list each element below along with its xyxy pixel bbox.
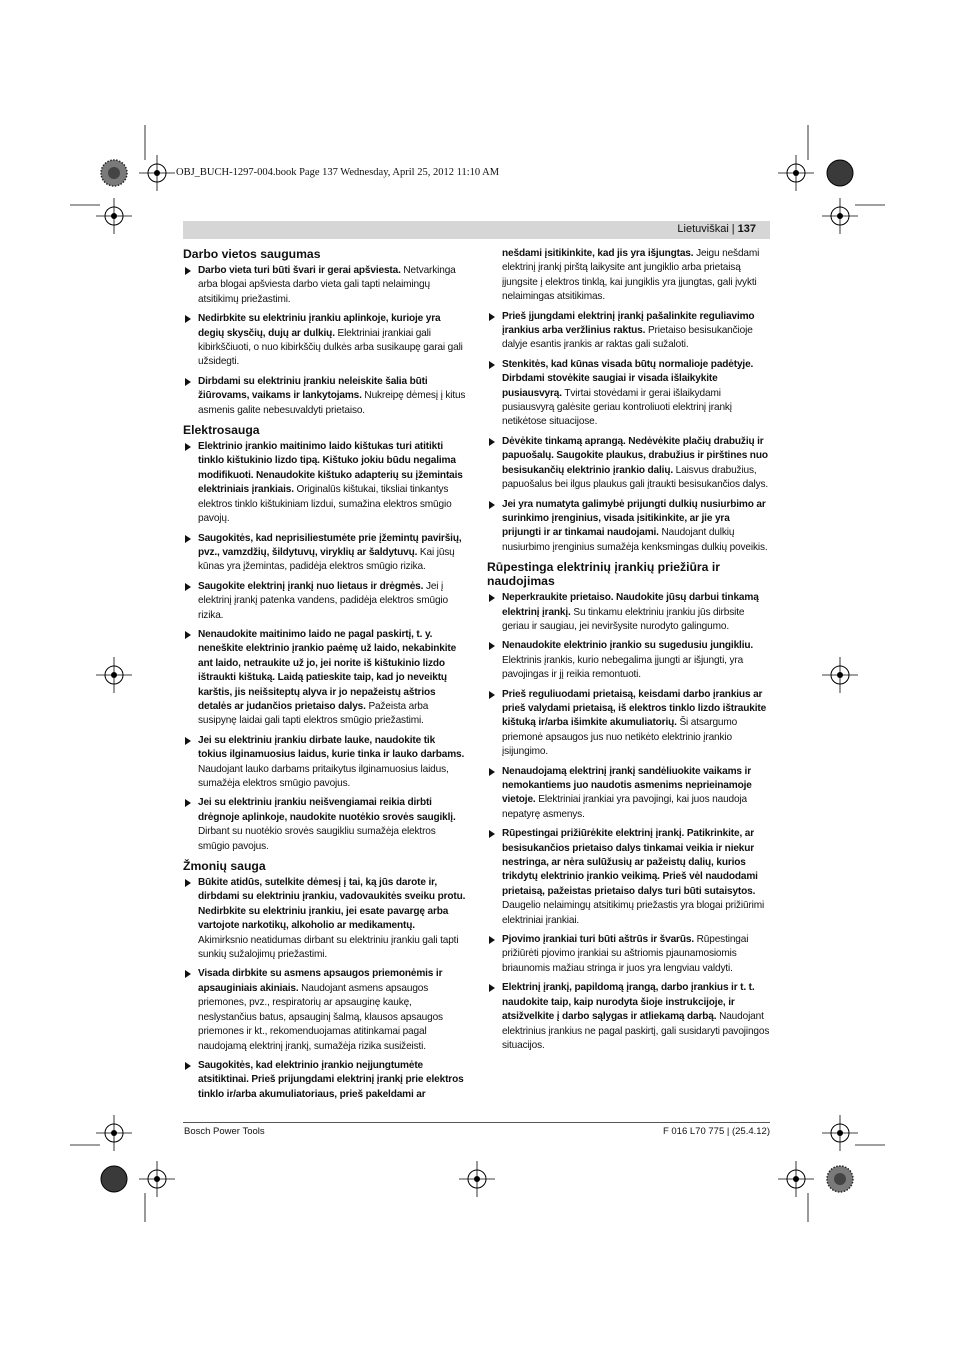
list-item: Rūpestingai prižiūrėkite elektrinį įrankį. Patikrinkite, ar besisukančios prietaiso dalys tinkamai veikia ir niekur nestringa, ar nėra sulūžusių ar pažeistų dalių, kurios trikdytų elektrinio įrankio veikimą. Prieš vėl naudodami prietaisą, pažeistas prietaiso dalys turi būti sutaisytos. Daugelio nelaimingų atsitikimų priežastis yra blogai prižiūrimi elektriniai įrankiai. — [487, 827, 770, 928]
list-item: Nenaudojamą elektrinį įrankį sandėliuokite vaikams ir nemokantiems juo naudotis asmenims neprieinamoje vietoje. Elektriniai įrankiai yra pavojingi, kai juos naudoja nepatyrę asmenys. — [487, 765, 770, 823]
crop-mark — [778, 1161, 814, 1197]
list-item: Saugokitės, kad elektrinio įrankio neįjungtumėte atsitiktinai. Prieš prijungdami elektrinį įrankį prie elektros tinklo ir/arba akumuliatoriaus, prieš pakeldami ar — [183, 1059, 466, 1102]
bullet-arrow-icon — [489, 594, 495, 602]
list-item-continuation: nešdami įsitikinkite, kad jis yra išjungtas. Jeigu nešdami elektrinį įrankį pirštą laikysite ant jungiklio arba prietaisą įjungsite į elektros tinklą, kai jungiklis yra įjungtas, gali įvykti nelaimingas atsitikimas. — [502, 248, 760, 303]
crop-mark — [139, 1161, 175, 1197]
bullet-arrow-icon — [489, 501, 495, 509]
bullet-arrow-icon — [489, 438, 495, 446]
bullet-arrow-icon — [185, 799, 191, 807]
footer-divider — [183, 1122, 770, 1123]
section-heading: Darbo vietos saugumas — [183, 247, 321, 261]
crop-mark — [822, 198, 858, 234]
bullet-arrow-icon — [489, 313, 495, 321]
color-bar-mark — [827, 1166, 853, 1192]
print-info-line: OBJ_BUCH-1297-004.book Page 137 Wednesday, April 25, 2012 11:10 AM — [176, 167, 500, 178]
header-language: Lietuviškai — [677, 223, 729, 235]
crop-mark — [96, 1115, 132, 1151]
bullet-arrow-icon — [185, 443, 191, 451]
header-separator: | — [731, 223, 735, 235]
bullet-arrow-icon — [185, 970, 191, 978]
color-bar-mark — [101, 160, 127, 186]
crop-mark — [778, 155, 814, 191]
bullet-arrow-icon — [185, 267, 191, 275]
bullet-arrow-icon — [489, 984, 495, 992]
bullet-arrow-icon — [185, 737, 191, 745]
list-item: Prieš įjungdami elektrinį įrankį pašalinkite reguliavimo įrankius arba veržlinius raktus. Prietaiso besisukančioje dalyje esantis įrankis ar raktas gali sužaloti. — [487, 310, 770, 353]
footer-doc-code: F 016 L70 775 | (25.4.12) — [662, 1126, 770, 1137]
list-item: Dėvėkite tinkamą aprangą. Nedėvėkite plačių drabužių ir papuošalų. Saugokite plaukus, drabužius ir pirštines nuo besisukančių elektrinio įrankio dalių. Laisvus drabužius, papuošalus bei ilgus plaukus gali įtraukti besisukančios dalys. — [487, 435, 770, 493]
list-item: Nedirbkite su elektriniu įrankiu aplinkoje, kurioje yra degių skysčių, dujų ar dulkių. Elektriniai įrankiai gali kibirkščiuoti, o nuo kibirkščių dulkės arba susikaupę garai gali užsidegti. — [183, 312, 466, 370]
list-item: Elektrinio įrankio maitinimo laido kištukas turi atitikti tinklo kištukinio lizdo tipą. Kištuko jokiu būdu negalima modifikuoti. Nenaudokite kištuko adapterių su įžemintais elektriniais įrankiais. Originalūs kištukai, tiksliai tinkantys elektros tinklo kištukiniam lizdui, sumažina elektros smūgio pavojų. — [183, 440, 466, 526]
list-item: Darbo vieta turi būti švari ir gerai apšviesta. Netvarkinga arba blogai apšviesta darbo vieta gali tapti nelaimingų atsitikimų priežastimi. — [183, 264, 466, 307]
color-bar-mark — [827, 160, 853, 186]
bullet-arrow-icon — [489, 768, 495, 776]
list-item: Jei su elektriniu įrankiu dirbate lauke, naudokite tik tokius ilginamuosius laidus, kurie tinka ir lauko darbams. Naudojant lauko darbams pritaikytus ilginamuosius laidus, sumažėja elektros smūgio pavojus. — [183, 734, 466, 792]
page-header — [183, 221, 770, 239]
left-column — [183, 247, 466, 1107]
color-bar-mark — [101, 1166, 127, 1192]
list-item: Prieš reguliuodami prietaisą, keisdami darbo įrankius ar prieš valydami prietaisą, iš elektros tinklo lizdo ištraukite kištuką ir/arba išimkite akumuliatorių. Ši atsargumo priemonė apsaugos jus nuo netikėto elektrinio įrankio įsijungimo. — [487, 688, 770, 760]
list-item: Jei yra numatyta galimybė prijungti dulkių nusiurbimo ar surinkimo įrenginius, visada įsitikinkite, ar jie yra prijungti ir ar tinkamai naudojami. Naudojant dulkių nusiurbimo įrenginius sumažėja kenksmingas dulkių poveikis. — [487, 498, 770, 556]
crop-mark — [96, 198, 132, 234]
list-item: Elektrinį įrankį, papildomą įrangą, darbo įrankius ir t. t. naudokite taip, kaip nurodyta šioje instrukcijoje, ir atsižvelkite į darbo sąlygas ir atliekamą darbą. Naudojant elektrinius įrankius ne pagal paskirtį, gali susidaryti pavojingos situacijos. — [487, 981, 770, 1053]
section-heading: Žmonių sauga — [183, 859, 266, 874]
footer-brand: Bosch Power Tools — [184, 1126, 265, 1137]
bullet-arrow-icon — [489, 830, 495, 838]
list-item: Saugokitės, kad neprisiliestumėte prie įžemintų paviršių, pvz., vamzdžių, šildytuvų, viryklių ar šaldytuvų. Kai jūsų kūnas yra įžemintas, padidėja elektros smūgio rizika. — [183, 532, 466, 575]
bullet-arrow-icon — [185, 879, 191, 887]
crop-mark — [139, 155, 175, 191]
bullet-arrow-icon — [489, 691, 495, 699]
crop-mark — [822, 1115, 858, 1151]
bullet-arrow-icon — [489, 361, 495, 369]
header-text — [677, 223, 756, 235]
list-item: Nenaudokite maitinimo laido ne pagal paskirtį, t. y. neneškite elektrinio įrankio paėmę už laido, nekabinkite ant laido, netraukite už jo, jei norite iš kištukinio lizdo ištraukti kištuką. Laidą patieskite taip, kad jo neveiktų karštis, jis neišsiteptų alyva ir jo nepažeistų aštrios detalės ar judančios prietaiso dalys. Pažeista arba susipynę laidai gali tapti elektros smūgio priežastimi. — [183, 628, 466, 729]
bullet-arrow-icon — [489, 642, 495, 650]
list-item: Visada dirbkite su asmens apsaugos priemonėmis ir apsauginiais akiniais. Naudojant asmens apsaugos priemones, pvz., respiratorių ar apsauginę kaukę, neslystančius batus, apsauginį šalmą, klausos apsaugos priemones ir kt., rekomenduojamas atitinkamai pagal naudojamą elektrinį įrankį, sumažėja rizika susižeisti. — [183, 967, 466, 1053]
crop-mark — [96, 657, 132, 693]
crop-mark — [822, 657, 858, 693]
bullet-arrow-icon — [185, 631, 191, 639]
list-item: Nenaudokite elektrinio įrankio su sugedusiu jungikliu. Elektrinis įrankis, kurio nebegalima įjungti ar išjungti, yra pavojingas ir jį reikia remontuoti. — [487, 639, 770, 682]
bullet-arrow-icon — [185, 583, 191, 591]
list-item: Stenkitės, kad kūnas visada būtų normalioje padėtyje. Dirbdami stovėkite saugiai ir visada išlaikykite pusiausvyrą. Tvirtai stovėdami ir gerai išlaikydami pusiausvyrą galėsite geriau kontroliuoti elektrinį įrankį netikėtose situacijose. — [487, 358, 770, 430]
list-item: Dirbdami su elektriniu įrankiu neleiskite šalia būti žiūrovams, vaikams ir lankytojams. Nukreipę dėmesį į kitus asmenis galite nebesuvaldyti prietaiso. — [183, 375, 466, 418]
list-item: Neperkraukite prietaiso. Naudokite jūsų darbui tinkamą elektrinį įrankį. Su tinkamu elektriniu įrankiu jūs dirbsite geriau ir saugiau, jei neviršysite nurodyto galingumo. — [487, 591, 770, 634]
bullet-arrow-icon — [185, 1062, 191, 1070]
section-heading: Rūpestinga elektrinių įrankių priežiūra ir naudojimas — [487, 560, 720, 589]
section-heading: Elektrosauga — [183, 423, 260, 438]
bullet-arrow-icon — [489, 936, 495, 944]
list-item: Būkite atidūs, sutelkite dėmesį į tai, ką jūs darote ir, dirbdami su elektriniu įrankiu, vadovaukitės sveiku protu. Nedirbkite su elektriniu įrankiu, jei esate pavargę arba vartojote narkotikų, alkoholio ar medikamentų. Akimirksnio neatidumas dirbant su elektriniu įrankiu gali tapti sunkių sužalojimų priežastimi. — [183, 876, 466, 962]
bullet-arrow-icon — [185, 378, 191, 386]
list-item: Pjovimo įrankiai turi būti aštrūs ir švarūs. Rūpestingai prižiūrėti pjovimo įrankiai su aštriomis pjaunamosiomis briaunomis mažiau stringa ir juos yra lengviau valdyti. — [487, 933, 770, 976]
crop-mark — [459, 1161, 495, 1197]
page-number: 137 — [737, 223, 756, 235]
bullet-arrow-icon — [185, 535, 191, 543]
list-item: Saugokite elektrinį įrankį nuo lietaus ir drėgmės. Jei į elektrinį įrankį patenka vandens, padidėja elektros smūgio rizika. — [183, 580, 466, 623]
list-item: Jei su elektriniu įrankiu neišvengiamai reikia dirbti drėgnoje aplinkoje, naudokite nuotėkio srovės saugiklį. Dirbant su nuotėkio srovės saugikliu sumažėja elektros smūgio pavojus. — [183, 796, 466, 854]
right-column — [487, 247, 770, 1058]
bullet-arrow-icon — [185, 315, 191, 323]
